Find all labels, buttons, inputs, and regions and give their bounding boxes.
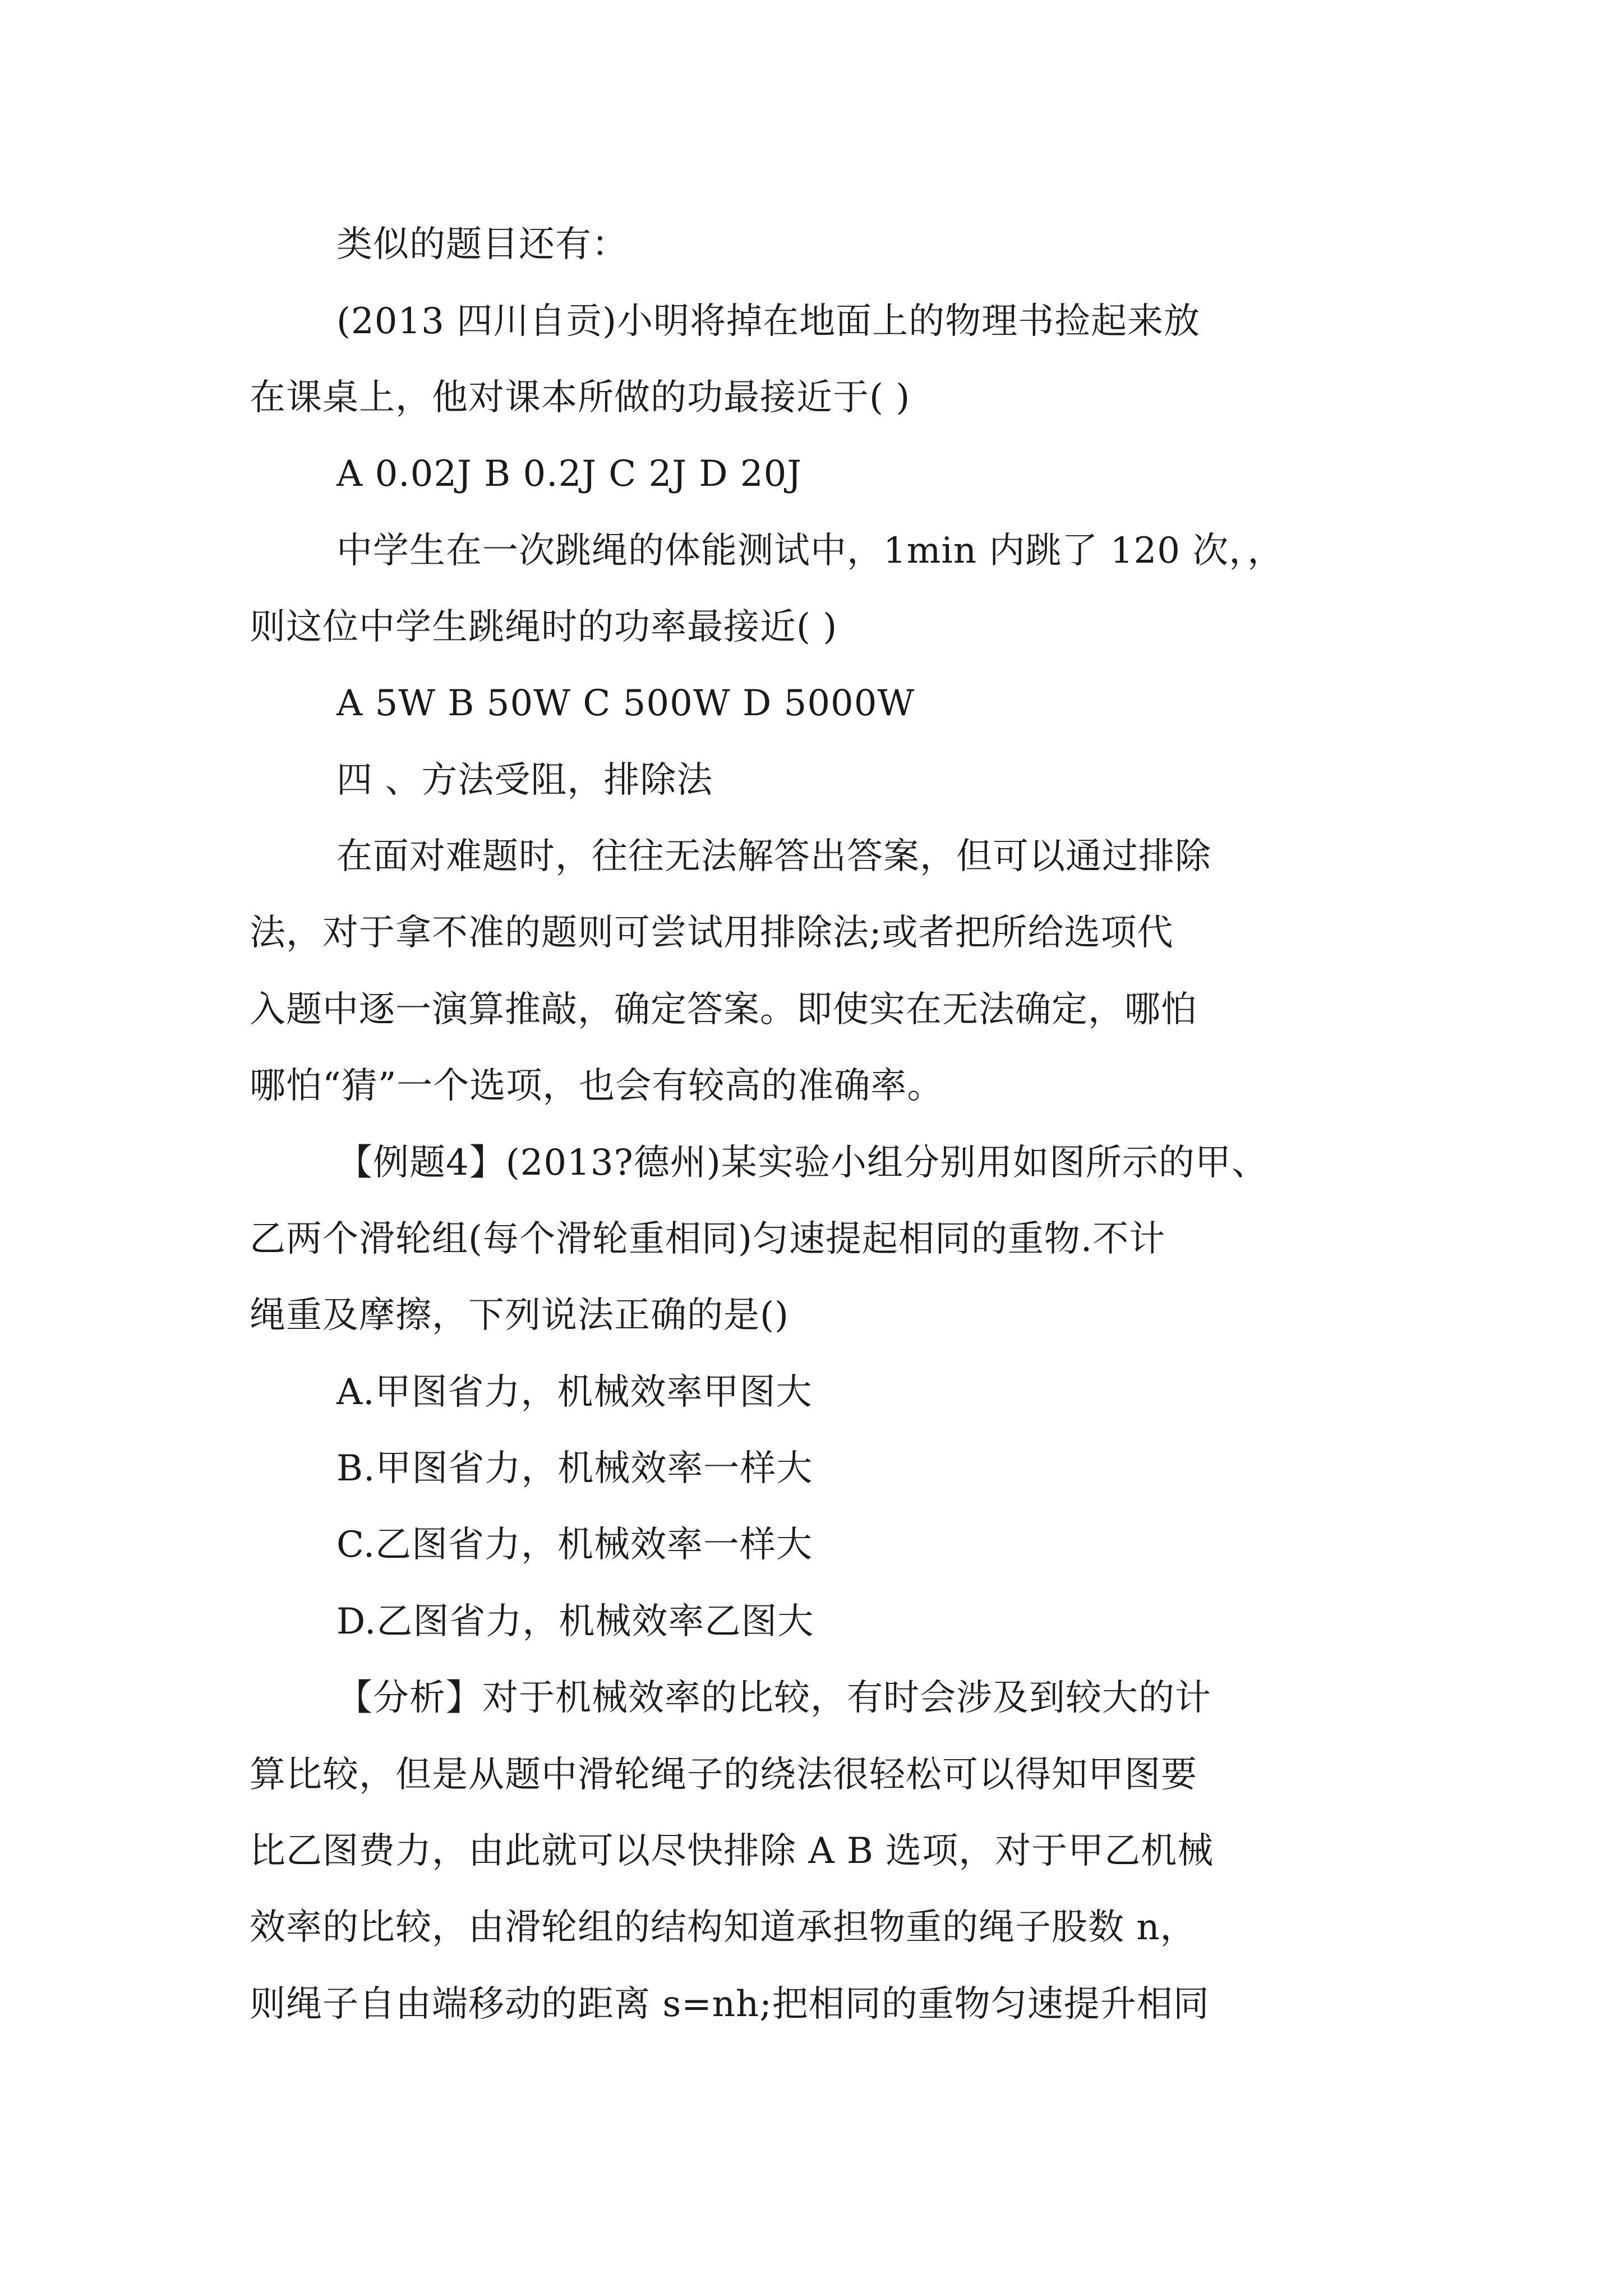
option-line: D.乙图省力，机械效率乙图大 bbox=[336, 1601, 814, 1642]
text-line: 乙两个滑轮组(每个滑轮重相同)匀速提起相同的重物.不计 bbox=[250, 1218, 1166, 1260]
text-line: 则绳子自由端移动的距离 s=nh;把相同的重物匀速提升相同 bbox=[250, 1984, 1210, 2025]
text-line: 【分析】对于机械效率的比较，有时会涉及到较大的计 bbox=[336, 1677, 1211, 1719]
text-line: 类似的题目还有： bbox=[336, 224, 628, 265]
text-line: 则这位中学生跳绳时的功率最接近( ) bbox=[250, 606, 838, 648]
section-heading: 四 、方法受阻，排除法 bbox=[336, 760, 713, 801]
text-line: 【例题4】(2013?德州)某实验小组分别用如图所示的甲、 bbox=[336, 1142, 1268, 1184]
text-line: 哪怕“猜”一个选项，也会有较高的准确率。 bbox=[250, 1065, 944, 1107]
text-line: 法，对于拿不准的题则可尝试用排除法;或者把所给选项代 bbox=[250, 912, 1174, 954]
text-line: 入题中逐一演算推敲，确定答案。即使实在无法确定，哪怕 bbox=[250, 989, 1197, 1030]
text-line: A 0.02J B 0.2J C 2J D 20J bbox=[336, 453, 802, 495]
text-line: 在课桌上，他对课本所做的功最接近于( ) bbox=[250, 377, 911, 418]
option-line: A.甲图省力，机械效率甲图大 bbox=[336, 1372, 813, 1413]
text-line: 效率的比较，由滑轮组的结构知道承担物重的绳子股数 n， bbox=[250, 1907, 1197, 1948]
text-line: 在面对难题时，往往无法解答出答案，但可以通过排除 bbox=[336, 836, 1211, 877]
text-line: A 5W B 50W C 500W D 5000W bbox=[336, 683, 915, 724]
option-line: B.甲图省力，机械效率一样大 bbox=[336, 1448, 813, 1489]
text-line: 绳重及摩擦，下列说法正确的是() bbox=[250, 1295, 789, 1336]
text-line: (2013 四川自贡)小明将掉在地面上的物理书捡起来放 bbox=[336, 301, 1201, 342]
text-line: 中学生在一次跳绳的体能测试中，1min 内跳了 120 次，， bbox=[336, 530, 1284, 572]
text-line: 比乙图费力，由此就可以尽快排除 A B 选项，对于甲乙机械 bbox=[250, 1830, 1214, 1872]
text-line: 算比较，但是从题中滑轮绳子的绕法很轻松可以得知甲图要 bbox=[250, 1754, 1197, 1796]
option-line: C.乙图省力，机械效率一样大 bbox=[336, 1524, 813, 1566]
